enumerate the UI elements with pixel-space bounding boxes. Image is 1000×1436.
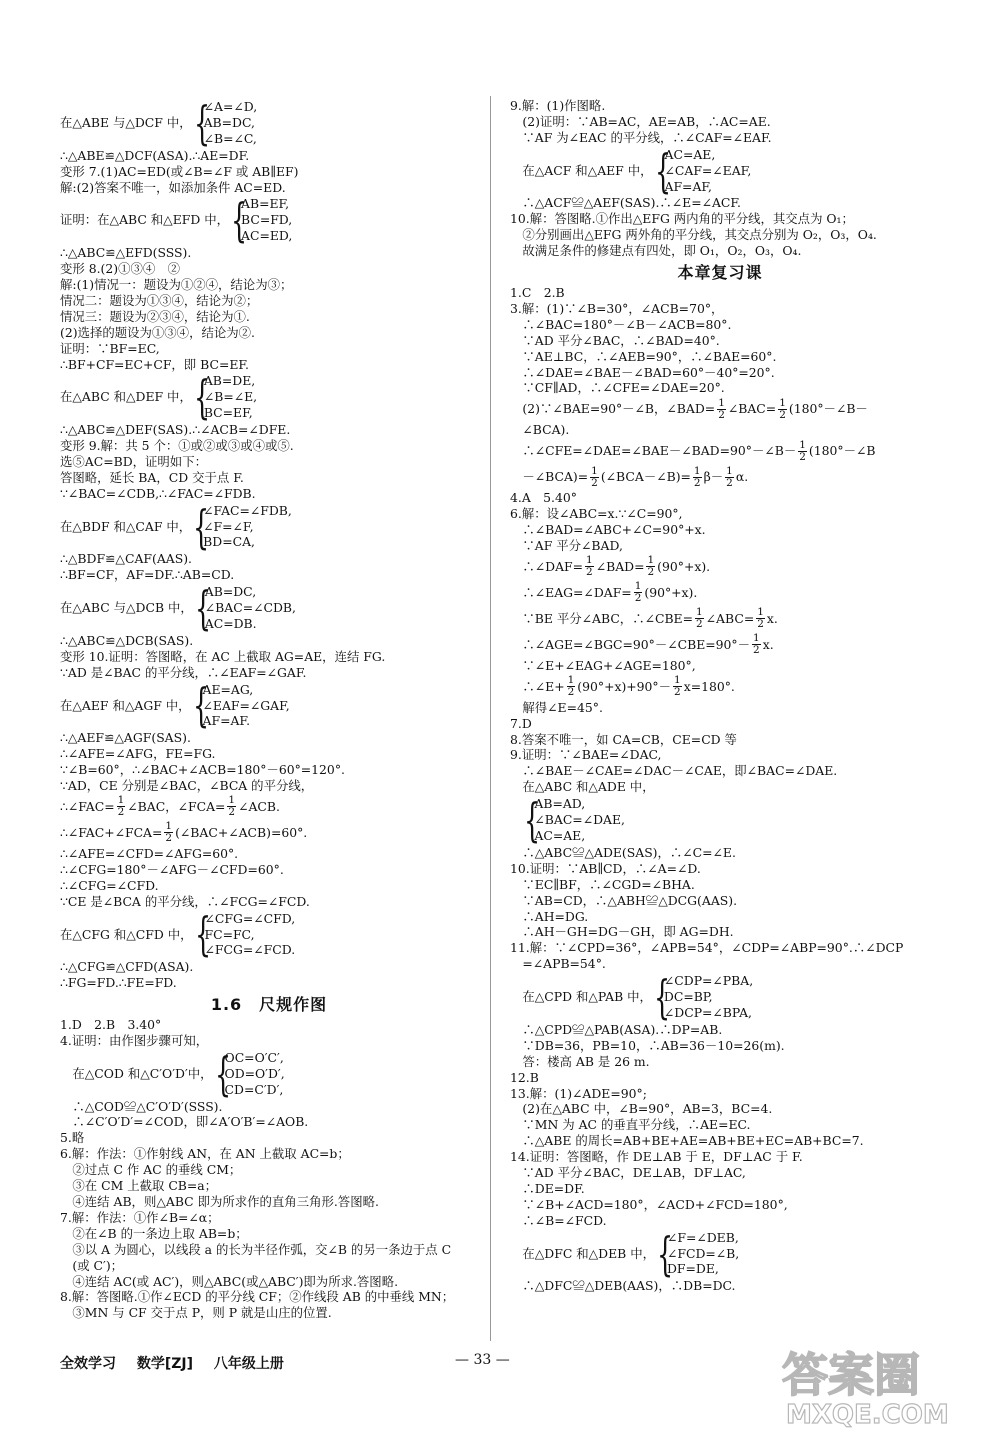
text-line: =∠APB=54°.: [510, 956, 606, 972]
text-line: 12.B: [510, 1069, 539, 1085]
formula-text: ∴∠EAG=∠DAF=: [510, 584, 632, 600]
text-line: ∴BF=CF，AF=DF.∴AB=CD.: [60, 567, 235, 583]
fraction-numerator: 1: [718, 396, 725, 409]
fraction: [725, 466, 734, 489]
brace-symbol: {: [653, 970, 671, 1025]
text-line: ∴△ABC≌△DCB(SAS).: [60, 632, 194, 648]
system-prefix: 在△ABE 与△DCF 中，: [60, 114, 192, 130]
text-line: ∴AH=DG.: [510, 908, 589, 924]
section-heading: 本章复习课: [677, 263, 763, 283]
fraction-denominator: 2: [693, 476, 701, 489]
system-prefix: 在△ABC 与△DCB 中，: [60, 600, 193, 616]
system-row: ∠BAC=∠CDB,: [204, 600, 296, 616]
fraction-denominator: 2: [718, 408, 725, 421]
fraction-denominator: 2: [228, 806, 236, 819]
brace-symbol: {: [657, 1226, 674, 1281]
system-row: AB=DC,: [204, 584, 257, 600]
text-line: ∴△ABC≌△ADE(SAS)，∴∠C=∠E.: [510, 844, 736, 860]
system-row: ∠BAC=∠DAE,: [534, 812, 625, 828]
equation-system: [60, 678, 478, 733]
text-line: ∴∠C′O′D′=∠COD，即∠A′O′B′=∠AOB.: [60, 1114, 309, 1130]
system-row: ∠FCD=∠B,: [667, 1245, 740, 1261]
fraction-numerator: 1: [695, 606, 703, 619]
equation-system: [60, 193, 478, 248]
brace-symbol: {: [193, 95, 210, 150]
fraction-denominator: 2: [674, 686, 681, 699]
text-line: 4.A 5.40°: [510, 490, 577, 506]
text-line: ∵∠B+∠ACD=180°，∠ACD+∠FCD=180°,: [510, 1196, 788, 1212]
watermark-logo: [772, 1343, 982, 1428]
text-line: ③以 A 为圆心，以线段 a 的长为半径作弧，交∠B 的另一条边于点 C: [60, 1241, 452, 1257]
system-row: ∠B=∠C,: [203, 130, 257, 146]
text-line: 7.解：作法：①作∠B=∠α；: [60, 1209, 220, 1225]
fraction-numerator: 1: [228, 794, 236, 807]
text-line: 6.解：作法：①作射线 AN，在 AN 上截取 AC=b；: [60, 1146, 350, 1162]
fraction-numerator: 1: [674, 674, 681, 687]
fraction-numerator: 1: [634, 580, 642, 593]
text-line: ∴∠B=∠FCD.: [510, 1212, 607, 1228]
text-line: ∵AD 是∠BAC 的平分线，∴∠EAF=∠GAF.: [60, 664, 307, 680]
brace-symbol: {: [231, 193, 248, 248]
text-line: ∴∠DAE=∠BAE－∠BAD=60°－40°=20°.: [510, 364, 775, 380]
fraction-denominator: 2: [726, 476, 733, 489]
system-row: DC=BP,: [663, 989, 713, 1005]
text-line: ④连结 AC(或 AC′)，则△ABC(或△ABC′)即为所求.答图略.: [60, 1273, 399, 1289]
formula-text: ∵BE 平分∠ABC，∴∠CBE=: [510, 610, 693, 626]
system-row: AC=DB.: [204, 616, 257, 631]
system-row: AE=AG,: [202, 681, 254, 697]
fraction: [585, 555, 594, 578]
text-line: ③MN 与 CF 交于点 P，则 P 就是山庄的位置.: [60, 1305, 332, 1321]
formula-text: ∴∠FAC=: [60, 799, 115, 815]
fraction: [693, 466, 702, 489]
system-row: ∠CFG=∠CFD,: [204, 910, 296, 926]
system-row: BD=CA,: [203, 534, 255, 550]
formula-line: [510, 438, 930, 464]
system-prefix: 在△COD 和△C′O′D′中，: [60, 1065, 213, 1081]
text-line: ∴∠BAE－∠CAE=∠DAC－∠CAE，即∠BAC=∠DAE.: [510, 763, 838, 779]
system-row: AC=AE,: [664, 146, 716, 162]
system-prefix: 在△CFG 和△CFD 中，: [60, 926, 193, 942]
text-line: ∴∠BAC=180°－∠B－∠ACB=80°.: [510, 316, 732, 332]
text-line: ∵CE 是∠BCA 的平分线，∴∠FCG=∠FCD.: [60, 893, 310, 909]
formula-text: α.: [735, 469, 749, 485]
system-row: ∠CDP=∠PBA,: [663, 973, 754, 989]
fraction-denominator: 2: [647, 566, 655, 579]
fraction-denominator: 2: [799, 450, 806, 463]
system-row: AB=EF,: [241, 196, 290, 212]
text-line: 5.略: [60, 1130, 85, 1146]
fraction: [634, 581, 643, 604]
fraction-numerator: 1: [567, 674, 575, 687]
equation-system: [60, 1046, 478, 1101]
text-line: ∴△CFG≌△CFD(ASA).: [60, 959, 194, 975]
formula-text: x=180°.: [683, 678, 735, 694]
text-line: ∴AH－GH=DG－GH，即 AG=DH.: [510, 924, 734, 940]
column-divider: [490, 96, 491, 1341]
text-line: ∴△ABC≌△EFD(SSS).: [60, 245, 192, 261]
text-line: ∵AD，CE 分别是∠BAC，∠BCA 的平分线，: [60, 778, 314, 794]
text-line: ∵AB=CD，∴△ABH≌△DCG(AAS).: [510, 892, 738, 908]
fraction-denominator: 2: [165, 832, 173, 845]
text-line: 选⑤AC=BD，证明如下：: [60, 453, 207, 469]
system-row: AC=ED,: [241, 228, 293, 244]
system-row: OC=O′C′,: [224, 1049, 284, 1065]
text-line: 答图略，延长 BA，CD 交于点 F.: [60, 469, 244, 485]
system-row: ∠EAF=∠GAF,: [202, 697, 290, 713]
text-line: ∴∠CFG=180°－∠AFG－∠CFD=60°.: [60, 861, 284, 877]
formula-line: [510, 674, 930, 700]
text-line: 变形 9.解：共 5 个：①或②或③或④或⑤.: [60, 438, 294, 454]
system-row: ∠F=∠F,: [203, 518, 254, 534]
formula-text: β－: [703, 469, 724, 485]
equation-system: [510, 793, 930, 848]
system-row: ∠F=∠DEB,: [667, 1229, 739, 1245]
equation-system: [510, 970, 930, 1025]
system-row: AC=AE,: [534, 828, 586, 843]
fraction: [752, 633, 761, 656]
fraction: [756, 607, 765, 630]
formula-text: ∠ACB.: [238, 799, 280, 815]
text-line: 6.解：设∠ABC=x.∵∠C=90°,: [510, 506, 683, 522]
fraction-denominator: 2: [634, 592, 642, 605]
fraction-denominator: 2: [757, 618, 764, 631]
text-line: 8.解：答图略.①作∠ECD 的平分线 CF；②作线段 AB 的中垂线 MN；: [60, 1289, 455, 1305]
watermark-title: 答案圈: [782, 1348, 920, 1402]
text-line: ∵∠B=60°，∴∠BAC+∠ACB=180°－60°=120°.: [60, 762, 345, 778]
text-line: ∵AD 平分∠BAC，DE⊥AB，DF⊥AC,: [510, 1165, 746, 1181]
formula-text: (∠BCA－∠B)=: [600, 469, 691, 485]
system-prefix: 在△CPD 和△PAB 中，: [510, 989, 652, 1005]
fraction-numerator: 1: [591, 464, 598, 477]
system-row: AB=DE,: [203, 373, 256, 389]
formula-text: ∠BAD=: [595, 558, 645, 574]
fraction: [646, 555, 655, 578]
text-line: ④连结 AB，则△ABC 即为所求作的直角三角形.答图略.: [60, 1194, 379, 1209]
formula-text: ∠ABC=: [705, 610, 755, 626]
fraction: [717, 398, 726, 421]
text-line: ∴△COD≌△C′O′D′(SSS).: [60, 1098, 223, 1114]
fraction-numerator: 1: [647, 554, 655, 567]
brace-symbol: {: [194, 907, 211, 962]
footer-book-info: [60, 1353, 300, 1373]
text-line: 4.证明：由作图步骤可知，: [60, 1032, 209, 1048]
fraction-numerator: 1: [693, 464, 701, 477]
text-line: 11.解：∵∠CPD=36°，∠APB=54°，∠CDP=∠ABP=90°.∴∠DCP: [510, 940, 904, 956]
text-line: 10.解：答图略.①作出△EFG 两内角的平分线，其交点为 O₁；: [510, 211, 854, 227]
formula-text: (∠BAC+∠ACB)=60°.: [175, 825, 308, 841]
fraction-numerator: 1: [726, 464, 733, 477]
formula-text: －∠BCA)=: [510, 469, 589, 485]
text-line: 解得∠E=45°.: [510, 699, 603, 715]
text-line: 9.解：(1)作图略.: [510, 98, 606, 113]
left-column: [60, 95, 478, 1321]
text-line: 8.答案不唯一，如 CA=CB，CE=CD 等: [510, 731, 737, 747]
text-line: ∵AE⊥BC，∴∠AEB=90°，∴∠BAE=60°.: [510, 348, 777, 364]
text-line: ∵∠E+∠EAG+∠AGE=180°,: [510, 657, 696, 673]
text-line: 10.证明：∵AB∥CD，∴∠A=∠D.: [510, 860, 701, 876]
fraction-denominator: 2: [591, 476, 598, 489]
text-line: ②过点 C 作 AC 的垂线 CM；: [60, 1162, 242, 1178]
system-row: BC=EF,: [203, 405, 253, 421]
text-line: 解:(1)情况一：题设为①②④，结论为③；: [60, 276, 293, 292]
text-line: ∵CF∥AD，∴∠CFE=∠DAE=20°.: [510, 380, 725, 396]
fraction-numerator: 1: [753, 632, 760, 645]
equation-system: [60, 499, 478, 554]
brace-symbol: {: [194, 581, 211, 636]
equation-system: [60, 907, 478, 962]
fraction: [117, 795, 126, 818]
text-line: ∴△BDF≌△CAF(AAS).: [60, 551, 192, 567]
text-line: ∵AD 平分∠BAC，∴∠BAD=40°.: [510, 332, 720, 348]
text-line: ∴△ABE 的周长=AB+BE+AE=AB+BE+EC=AB+BC=7.: [510, 1133, 864, 1149]
system-row: AB=DC,: [203, 114, 255, 130]
brace-symbol: {: [193, 370, 210, 425]
system-prefix: 在△AEF 和△AGF 中，: [60, 697, 191, 713]
formula-text: ∠BAC，∠FCA=: [127, 799, 226, 815]
fraction-numerator: 1: [799, 438, 806, 451]
text-line: ∵EC∥BF，∴∠CGD=∠BHA.: [510, 876, 695, 892]
formula-text: ∴∠FAC+∠FCA=: [60, 825, 163, 841]
text-line: 解:(2)答案不唯一，如添加条件 AC=ED.: [60, 179, 286, 195]
footer-grade: 八年级上册: [213, 1356, 284, 1372]
text-line: 证明：∵BF=EC,: [60, 340, 160, 356]
text-line: 3.解：(1)∵∠B=30°，∠ACB=70°，: [510, 300, 724, 316]
fraction: [778, 398, 787, 421]
text-line: ∴∠CFG=∠CFD.: [60, 877, 159, 893]
text-line: 9.证明：∵∠BAE=∠DAC,: [510, 747, 662, 763]
formula-text: (180°－∠B－: [788, 401, 868, 417]
formula-text: ∴∠AGE=∠BGC=90°－∠CBE=90°－: [510, 636, 751, 652]
system-prefix: 证明：在△ABC 和△EFD 中，: [60, 212, 230, 228]
fraction: [227, 795, 236, 818]
text-line: 情况三：题设为②③④，结论为①.: [60, 308, 250, 324]
text-line: ∵∠BAC=∠CDB,∴∠FAC=∠FDB.: [60, 485, 256, 501]
text-line: ∴△AEF≌△AGF(SAS).: [60, 730, 191, 746]
system-prefix: 在△ACF 和△AEF 中，: [510, 162, 653, 178]
system-row: ∠B=∠E,: [203, 389, 258, 405]
text-line: 7.D: [510, 715, 532, 731]
formula-line: [510, 606, 930, 632]
footer-subject: 数学[ZJ]: [136, 1356, 194, 1372]
text-line: 变形 8.(2)①③④ ②: [60, 261, 181, 277]
text-line: ∴∠BAD=∠ABC+∠C=90°+x.: [510, 522, 706, 538]
system-prefix: 在△BDF 和△CAF 中，: [60, 518, 192, 534]
fraction: [673, 675, 682, 698]
text-line: ∵AF 平分∠BAD,: [510, 537, 623, 553]
text-line: ②在∠B 的一条边上取 AB=b；: [60, 1225, 248, 1241]
text-line: ∴△ABE≌△DCF(ASA).∴AE=DF.: [60, 147, 250, 163]
fraction-denominator: 2: [567, 686, 575, 699]
text-line: ∴FG=FD.∴FE=FD.: [60, 975, 177, 991]
system-row: ∠A=∠D,: [203, 99, 258, 114]
formula-line: [510, 580, 930, 606]
equation-system: [60, 581, 478, 636]
formula-line: [60, 794, 478, 820]
formula-text: ∠BAC=: [727, 401, 777, 417]
formula-text: ∴∠DAF=: [510, 558, 584, 574]
text-line: ∴△DFC≌△DEB(AAS)，∴DB=DC.: [510, 1278, 736, 1294]
formula-text: x.: [762, 636, 774, 652]
footer-brand: 全效学习: [60, 1356, 116, 1372]
text-line: 1.C 2.B: [510, 284, 565, 300]
text-line: ②分别画出△EFG 两外角的平分线，其交点分别为 O₂，O₃，O₄.: [510, 227, 877, 243]
fraction-denominator: 2: [117, 806, 125, 819]
fraction-numerator: 1: [165, 820, 173, 833]
formula-line: [510, 464, 930, 490]
text-line: (2)在△ABC 中，∠B=90°，AB=3，BC=4.: [510, 1101, 773, 1117]
equation-system: [510, 143, 930, 198]
equation-system: [510, 1226, 930, 1281]
fraction-numerator: 1: [117, 794, 125, 807]
equation-system: [60, 95, 478, 150]
formula-text: ∴∠CFE=∠DAE=∠BAE－∠BAD=90°－∠B－: [510, 443, 797, 459]
system-row: FC=FC,: [204, 926, 255, 942]
text-line: (或 C′)；: [60, 1257, 124, 1273]
system-row: CD=C′D′,: [224, 1081, 284, 1097]
section-heading: 1.6 尺规作图: [210, 995, 328, 1015]
formula-text: ∴∠E+: [510, 678, 565, 694]
fraction: [798, 440, 807, 463]
text-line: 变形 10.证明：答图略，在 AC 上截取 AG=AE，连结 FG.: [60, 648, 386, 664]
formula-line: [510, 396, 930, 422]
text-line: ③在 CM 上截取 CB=a；: [60, 1178, 218, 1194]
brace-symbol: {: [193, 499, 210, 554]
fraction-numerator: 1: [779, 396, 786, 409]
fraction: [695, 607, 704, 630]
formula-line: [510, 554, 930, 580]
text-line: ∴∠AFE=∠CFD=∠AFG=60°.: [60, 845, 239, 861]
formula-line: [510, 632, 930, 658]
fraction: [567, 675, 576, 698]
formula-text: (90°+x).: [644, 584, 698, 600]
right-column: [510, 98, 930, 1294]
system-row: DF=DE,: [667, 1261, 719, 1277]
text-line: ∴△ABC≌△DEF(SAS).∴∠ACB=∠DFE.: [60, 422, 291, 438]
system-row: AF=AF,: [664, 178, 712, 194]
text-line: ∵MN 为 AC 的垂直平分线，∴AE=EC.: [510, 1117, 751, 1133]
fraction-denominator: 2: [695, 618, 703, 631]
text-line: 13.解：(1)∠ADE=90°;: [510, 1085, 647, 1101]
text-line: ∴△ACF≌△AEF(SAS).∴∠E=∠ACF.: [510, 195, 741, 211]
text-line: 变形 7.(1)AC=ED(或∠B=∠F 或 AB∥EF): [60, 163, 299, 179]
formula-text: (180°－∠B: [808, 443, 876, 459]
text-line: ∴BF+CF=EC+CF，即 BC=EF.: [60, 356, 249, 372]
fraction: [590, 466, 599, 489]
system-row: AF=AF.: [202, 713, 251, 729]
text-line: 在△ABC 和△ADE 中，: [510, 779, 655, 795]
text-line: 1.D 2.B 3.40°: [60, 1017, 162, 1033]
brace-symbol: {: [654, 143, 671, 198]
text-line: 情况二：题设为①③④，结论为②；: [60, 292, 259, 308]
formula-line: [60, 820, 478, 846]
fraction-numerator: 1: [586, 554, 593, 567]
system-row: ∠FAC=∠FDB,: [203, 502, 292, 518]
fraction-denominator: 2: [753, 644, 760, 657]
brace-symbol: {: [192, 678, 209, 733]
text-line: (2)选择的题设为①③④，结论为②.: [60, 324, 255, 340]
equation-system: [60, 370, 478, 425]
text-line: (2)证明：∵AB=AC，AE=AB，∴AC=AE.: [510, 113, 771, 129]
text-line: 14.证明：答图略，作 DE⊥AB 于 E，DF⊥AC 于 F.: [510, 1149, 803, 1165]
fraction-numerator: 1: [757, 606, 764, 619]
text-line: ∠BCA).: [510, 422, 570, 438]
text-line: ∴∠AFE=∠AFG，FE=FG.: [60, 746, 216, 762]
text-line: ∵AF 为∠EAC 的平分线，∴∠CAF=∠EAF.: [510, 129, 772, 145]
system-row: ∠CAF=∠EAF,: [664, 162, 752, 178]
text-line: ∵DB=36，PB=10，∴AB=36－10=26(m).: [510, 1037, 785, 1053]
formula-text: (90°+x)+90°－: [577, 678, 672, 694]
fraction: [164, 821, 173, 844]
system-row: ∠DCP=∠BPA,: [663, 1004, 752, 1020]
brace-symbol: {: [524, 793, 541, 848]
brace-symbol: {: [214, 1046, 231, 1101]
fraction-denominator: 2: [779, 408, 786, 421]
system-row: ∠FCG=∠FCD.: [204, 942, 296, 958]
system-prefix: 在△ABC 和△DEF 中，: [60, 389, 192, 405]
system-row: OD=O′D′,: [224, 1065, 285, 1081]
text-line: ∴DE=DF.: [510, 1180, 585, 1196]
formula-text: (90°+x).: [657, 558, 711, 574]
text-line: 故满足条件的修建点有四处，即 O₁，O₂，O₃，O₄.: [510, 243, 802, 259]
page-number: — 33 —: [455, 1352, 510, 1368]
formula-text: (2)∵∠BAE=90°－∠B，∠BAD=: [510, 401, 716, 417]
formula-text: x.: [766, 610, 778, 626]
fraction-denominator: 2: [586, 566, 593, 579]
text-line: 答：楼高 AB 是 26 m.: [510, 1053, 650, 1069]
watermark-url: MXQE.COM: [786, 1400, 949, 1428]
system-row: BC=FD,: [241, 212, 293, 228]
system-row: AB=AD,: [534, 796, 586, 812]
system-prefix: [510, 812, 522, 828]
system-prefix: 在△DFC 和△DEB 中，: [510, 1245, 655, 1261]
text-line: ∴△CPD≌△PAB(ASA).∴DP=AB.: [510, 1021, 723, 1037]
